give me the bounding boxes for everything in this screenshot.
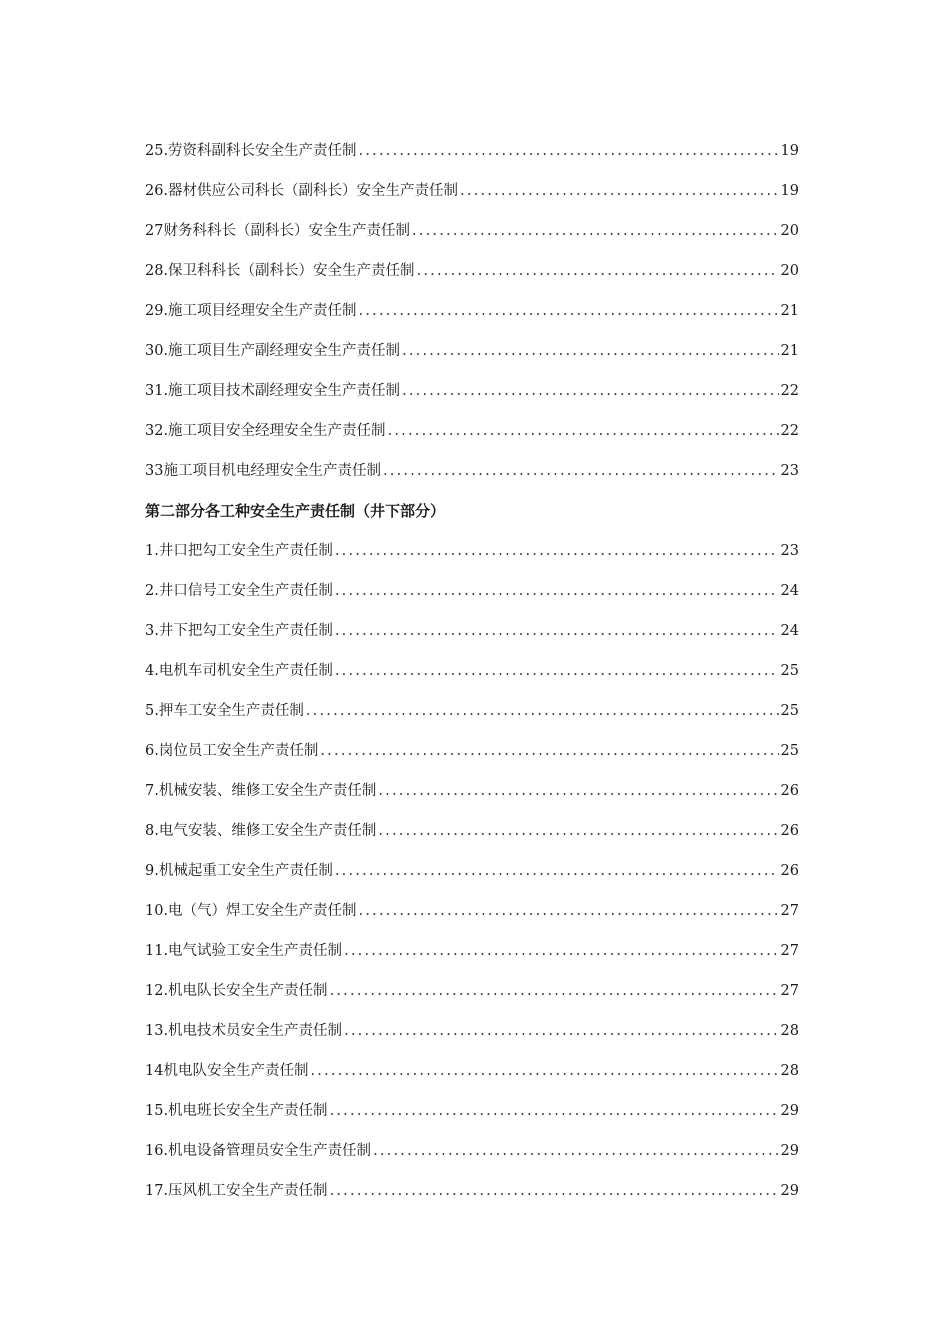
toc-entry-page-number: 26 [780,783,799,799]
toc-entry-title: 30.施工项目生产副经理安全生产责任制 [145,343,401,359]
toc-dot-leader [330,971,779,1011]
toc-entry[interactable] [145,851,799,891]
toc-dot-leader [383,451,779,491]
toc-dot-leader [359,291,779,331]
toc-entry-title: 26.器材供应公司科长（副科长）安全生产责任制 [145,183,459,199]
toc-entry-title: 2.井口信号工安全生产责任制 [145,583,333,599]
toc-dot-leader [378,811,778,851]
toc-entry-title: 25.劳资科副科长安全生产责任制 [145,143,357,159]
toc-dot-leader [378,771,778,811]
section-heading: 第二部分各工种安全生产责任制（井下部分） [145,502,446,520]
toc-dot-leader [388,411,779,451]
toc-entry[interactable] [145,371,799,411]
toc-dot-leader [460,171,778,211]
toc-entry-title: 5.押车工安全生产责任制 [145,703,304,719]
toc-entry-page-number: 29 [780,1103,799,1119]
toc-dot-leader [417,251,779,291]
toc-dot-leader [402,371,778,411]
toc-entry[interactable] [145,971,799,1011]
toc-entry-page-number: 23 [780,463,799,479]
toc-entry-page-number: 28 [780,1063,799,1079]
toc-entry-page-number: 20 [780,223,799,239]
toc-entry-title: 31.施工项目技术副经理安全生产责任制 [145,383,401,399]
toc-entry[interactable] [145,771,799,811]
toc-entry-page-number: 22 [780,423,799,439]
toc-dot-leader [335,571,779,611]
toc-entry-page-number: 25 [780,703,799,719]
toc-entry[interactable] [145,451,799,491]
toc-entry[interactable] [145,731,799,771]
toc-entry[interactable] [145,131,799,171]
toc-entry[interactable] [145,1171,799,1211]
toc-entry-title: 28.保卫科科长（副科长）安全生产责任制 [145,263,415,279]
toc-dot-leader [373,1131,778,1171]
toc-entry-page-number: 26 [780,823,799,839]
toc-entry-title: 4.电机车司机安全生产责任制 [145,663,333,679]
toc-entry-title: 11.电气试验工安全生产责任制 [145,943,343,959]
toc-dot-leader [344,931,778,971]
toc-entry-page-number: 29 [780,1183,799,1199]
toc-dot-leader [320,731,778,771]
toc-dot-leader [335,651,779,691]
toc-entry-title: 3.井下把勾工安全生产责任制 [145,623,333,639]
toc-entry-page-number: 27 [780,903,799,919]
toc-entry-page-number: 25 [780,743,799,759]
toc-dot-leader [412,211,779,251]
toc-entry[interactable] [145,531,799,571]
toc-entry-page-number: 21 [780,303,799,319]
toc-entry[interactable] [145,251,799,291]
toc-dot-leader [306,691,779,731]
toc-entry[interactable] [145,171,799,211]
toc-entry-title: 13.机电技术员安全生产责任制 [145,1023,343,1039]
toc-entry-page-number: 22 [780,383,799,399]
toc-entry[interactable] [145,1011,799,1051]
toc-entry[interactable] [145,1051,799,1091]
toc-dot-leader [335,851,779,891]
toc-entry[interactable] [145,611,799,651]
toc-entry-page-number: 24 [780,583,799,599]
toc-dot-leader [344,1011,778,1051]
toc-entry-title: 7.机械安装、维修工安全生产责任制 [145,783,377,799]
toc-entry-page-number: 23 [780,543,799,559]
toc-entry[interactable] [145,211,799,251]
toc-entry[interactable] [145,411,799,451]
toc-list-part2 [145,531,799,1211]
toc-entry-page-number: 20 [780,263,799,279]
toc-dot-leader [402,331,778,371]
toc-dot-leader [335,611,779,651]
toc-dot-leader [330,1091,779,1131]
toc-entry-page-number: 28 [780,1023,799,1039]
toc-entry[interactable] [145,331,799,371]
toc-entry[interactable] [145,891,799,931]
toc-entry[interactable] [145,651,799,691]
toc-entry-title: 6.岗位员工安全生产责任制 [145,743,319,759]
toc-entry-title: 1.井口把勾工安全生产责任制 [145,543,333,559]
toc-entry-title: 27财务科科长（副科长）安全生产责任制 [145,223,410,239]
toc-dot-leader [310,1051,778,1091]
toc-entry-title: 33施工项目机电经理安全生产责任制 [145,463,381,479]
toc-entry-page-number: 19 [780,183,799,199]
toc-entry-title: 17.压风机工安全生产责任制 [145,1183,328,1199]
toc-entry-page-number: 27 [780,943,799,959]
toc-entry-page-number: 25 [780,663,799,679]
toc-entry-title: 32.施工项目安全经理安全生产责任制 [145,423,386,439]
toc-entry[interactable] [145,1091,799,1131]
toc-page [145,131,799,1211]
toc-entry-title: 14机电队安全生产责任制 [145,1063,309,1079]
toc-entry[interactable] [145,1131,799,1171]
toc-entry[interactable] [145,811,799,851]
toc-entry-title: 29.施工项目经理安全生产责任制 [145,303,357,319]
toc-entry[interactable] [145,291,799,331]
toc-dot-leader [330,1171,779,1211]
toc-entry-page-number: 27 [780,983,799,999]
toc-entry-page-number: 26 [780,863,799,879]
toc-entry-page-number: 29 [780,1143,799,1159]
toc-entry-title: 15.机电班长安全生产责任制 [145,1103,328,1119]
toc-entry-page-number: 19 [780,143,799,159]
toc-list-part1 [145,131,799,491]
toc-entry[interactable] [145,691,799,731]
toc-dot-leader [359,891,779,931]
toc-entry-page-number: 24 [780,623,799,639]
toc-entry[interactable] [145,931,799,971]
toc-dot-leader [335,531,779,571]
toc-entry-title: 12.机电队长安全生产责任制 [145,983,328,999]
toc-dot-leader [359,131,779,171]
toc-entry-title: 9.机械起重工安全生产责任制 [145,863,333,879]
toc-entry-page-number: 21 [780,343,799,359]
toc-entry-title: 16.机电设备管理员安全生产责任制 [145,1143,372,1159]
toc-entry[interactable] [145,571,799,611]
toc-entry-title: 8.电气安装、维修工安全生产责任制 [145,823,377,839]
toc-entry-title: 10.电（气）焊工安全生产责任制 [145,903,357,919]
